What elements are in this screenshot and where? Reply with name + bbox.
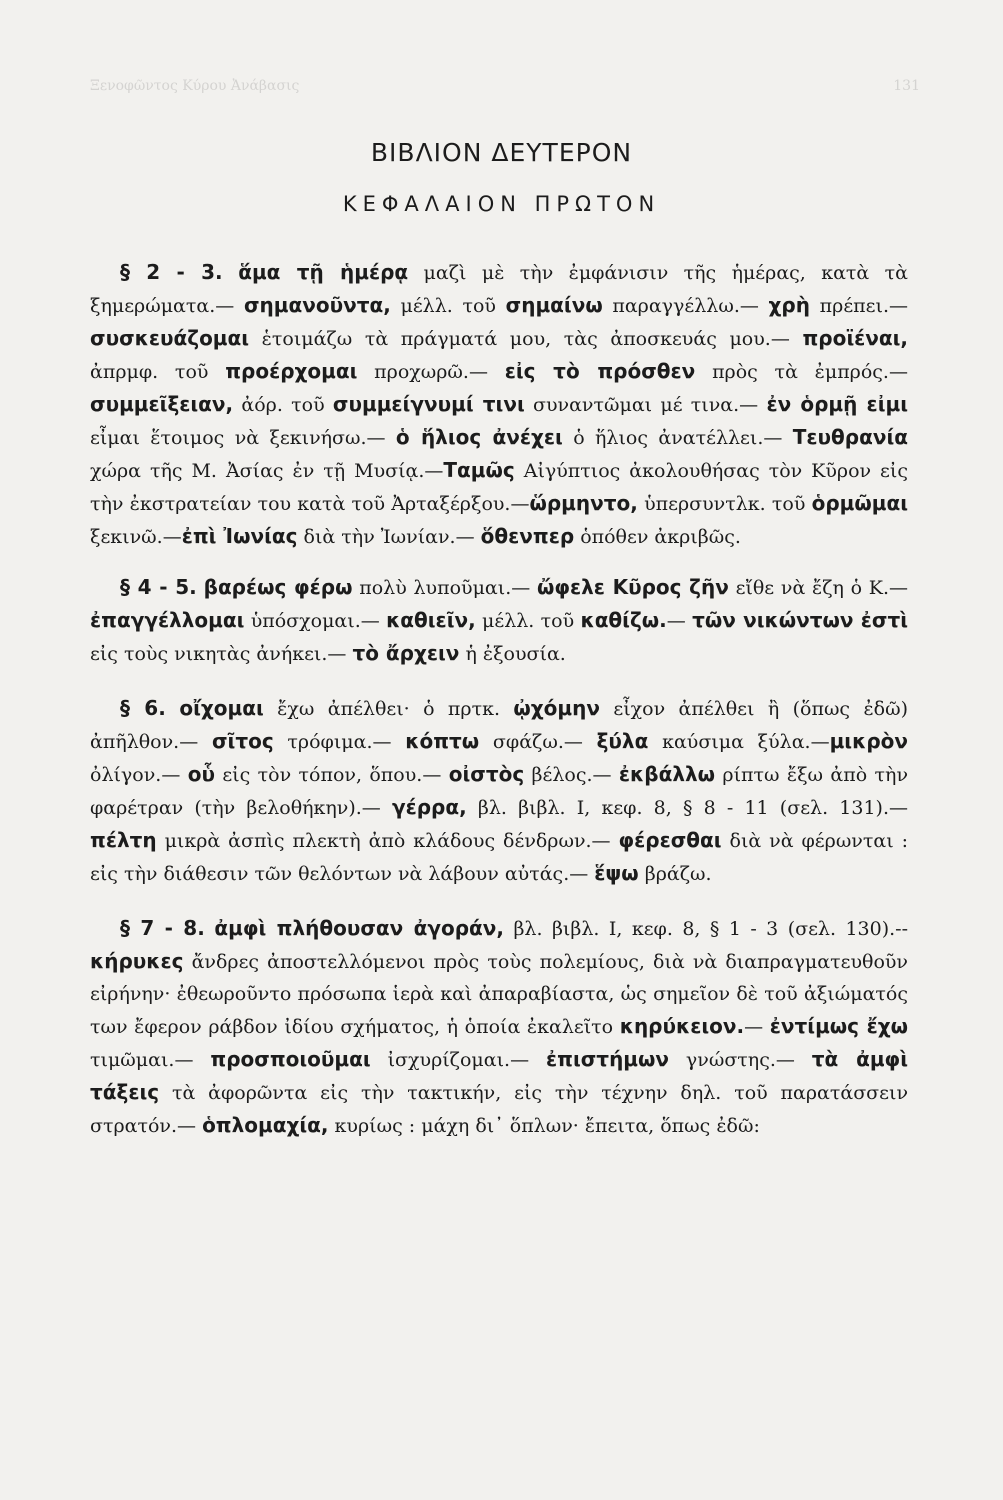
section-reference: § 6. bbox=[120, 696, 166, 720]
gloss-text: βέλος.— bbox=[524, 764, 619, 786]
lemma-term: ἐν ὁρμῇ εἰμι bbox=[766, 392, 908, 416]
lemma-term: χρὴ bbox=[768, 293, 810, 317]
gloss-text: ἀόρ. τοῦ bbox=[233, 394, 333, 416]
gloss-text: βλ. βιβλ. Ι, κεφ. 8, § 8 - 11 (σελ. 131).— bbox=[466, 797, 908, 819]
lemma-term: συσκευάζομαι bbox=[90, 326, 250, 350]
lemma-term: οὗ bbox=[187, 762, 215, 786]
gloss-text: εἴθε νὰ ἔζη ὁ Κ.— bbox=[728, 577, 909, 599]
lemma-term: καθίζω. bbox=[580, 608, 667, 632]
commentary-paragraph bbox=[90, 571, 908, 670]
lemma-term: ὅθενπερ bbox=[480, 524, 575, 548]
lemma-term: ἕψω bbox=[594, 861, 639, 885]
gloss-text: πολὺ λυποῦμαι.— bbox=[352, 577, 537, 599]
gloss-text: διὰ νὰ φέρωνται : εἰς τὴν διάθεσιν τῶν θελόντων νὰ λάβουν αὐτάς.— bbox=[90, 830, 908, 885]
gloss-text: κυρίως : μάχη δι᾽ ὅπλων· ἔπειτα, ὅπως ἐδῶ: bbox=[328, 1115, 760, 1137]
gloss-text: καύσιμα ξύλα.— bbox=[648, 731, 830, 753]
gloss-text: τὰ ἀφορῶντα εἰς τὴν τακτικήν, εἰς τὴν τέχνην δηλ. τοῦ παρατάσσειν στρατόν.— bbox=[90, 1082, 908, 1137]
gloss-text: βλ. βιβλ. Ι, κεφ. 8, § 1 - 3 (σελ. 130).-- bbox=[504, 918, 908, 940]
commentary-paragraph bbox=[90, 256, 908, 553]
lemma-term: σημαίνω bbox=[505, 293, 603, 317]
gloss-text: ὁπόθεν ἀκριβῶς. bbox=[574, 526, 741, 548]
gloss-text: σφάζω.— bbox=[479, 731, 597, 753]
lemma-term: γέρρα, bbox=[391, 795, 467, 819]
lemma-term: τὸ ἄρχειν bbox=[352, 641, 460, 665]
gloss-text: μικρὰ ἀσπὶς πλεκτὴ ἀπὸ κλάδους δένδρων.— bbox=[156, 830, 619, 852]
bleed-through-page-number: 131 bbox=[893, 78, 920, 94]
lemma-term: ὥρμηντο, bbox=[529, 491, 638, 515]
lemma-term: ξύλα bbox=[596, 729, 649, 753]
commentary-paragraph bbox=[90, 912, 908, 1142]
gloss-text: εἰς τὸν τόπον, ὅπου.— bbox=[214, 764, 449, 786]
section-reference: § 4 - 5. bbox=[120, 575, 197, 599]
book-title: ΒΙΒΛΙΟΝ ΔΕΥΤΕΡΟΝ bbox=[370, 138, 633, 167]
gloss-text: εἰς τοὺς νικητὰς ἀνήκει.— bbox=[90, 643, 353, 665]
lemma-term: εἰς τὸ πρόσθεν bbox=[504, 359, 696, 383]
gloss-text: ἔχω ἀπέλθει· ὁ πρτκ. bbox=[263, 698, 514, 720]
gloss-text: πρέπει.— bbox=[810, 295, 908, 317]
lemma-term: μικρὸν bbox=[829, 729, 908, 753]
lemma-term: ἐπιστήμων bbox=[545, 1047, 670, 1071]
section-reference: § 2 - 3. bbox=[120, 260, 223, 284]
lemma-term: ὤφελε Κῦρος ζῆν bbox=[536, 575, 729, 599]
gloss-text: ὀλίγον.— bbox=[90, 764, 188, 786]
commentary-paragraph bbox=[90, 692, 908, 890]
gloss-text: χώρα τῆς Μ. Ἀσίας ἐν τῇ Μυσίᾳ.— bbox=[90, 460, 444, 482]
lemma-term: σῖτος bbox=[211, 729, 274, 753]
gloss-text: μέλλ. τοῦ bbox=[390, 295, 506, 317]
gloss-text: ἡ ἐξουσία. bbox=[459, 643, 566, 665]
lemma-term: ὁ ἥλιος ἀνέχει bbox=[395, 425, 563, 449]
lemma-term: τὰ ἀμφὶ τάξεις bbox=[90, 1047, 908, 1104]
lemma-term: ἐντίμως ἔχω bbox=[769, 1014, 908, 1038]
gloss-text: συναντῶμαι μέ τινα.— bbox=[524, 394, 767, 416]
gloss-text: εἶχον ἀπέλθει ἢ (ὅπως ἐδῶ) ἀπῆλθον.— bbox=[90, 698, 908, 753]
gloss-text: εἶμαι ἕτοιμος νὰ ξεκινήσω.— bbox=[90, 427, 396, 449]
lemma-term: ἐπαγγέλλομαι bbox=[90, 608, 245, 632]
gloss-text: βράζω. bbox=[638, 863, 712, 885]
lemma-term: βαρέως φέρω bbox=[203, 575, 353, 599]
bleed-through-header bbox=[90, 78, 920, 98]
gloss-text: Αἰγύπτιος ἀκολουθήσας τὸν Κῦρον εἰς τὴν ἐκστρατείαν του κατὰ τοῦ Ἀρταξέρξου.— bbox=[90, 460, 908, 515]
lemma-term: συμμείγνυμί τινι bbox=[332, 392, 525, 416]
lemma-term: Τευθρανία bbox=[792, 425, 908, 449]
gloss-text: τρόφιμα.— bbox=[273, 731, 406, 753]
lemma-term: ἀμφὶ πλήθουσαν ἀγοράν, bbox=[214, 916, 505, 940]
lemma-term: Ταμῶς bbox=[443, 458, 515, 482]
chapter-title: ΚΕΦΑΛΑΙΟΝ ΠΡΩΤΟΝ bbox=[342, 192, 661, 216]
lemma-term: ὁπλομαχία, bbox=[202, 1113, 329, 1137]
gloss-text: πρὸς τὰ ἐμπρός.— bbox=[695, 361, 908, 383]
lemma-term: ἅμα τῇ ἡμέρᾳ bbox=[238, 260, 409, 284]
gloss-text: μέλλ. τοῦ bbox=[475, 610, 581, 632]
gloss-text: — bbox=[666, 610, 693, 632]
lemma-term: φέρεσθαι bbox=[618, 828, 722, 852]
gloss-text: ὑπόσχομαι.— bbox=[244, 610, 387, 632]
gloss-text: μαζὶ μὲ τὴν ἐμφάνισιν τῆς ἡμέρας, κατὰ τὰ ξημερώματα.— bbox=[90, 262, 908, 317]
lemma-term: προσποιοῦμαι bbox=[210, 1047, 371, 1071]
lemma-term: σημανοῦντα, bbox=[243, 293, 391, 317]
lemma-term: κήρυκες bbox=[90, 949, 184, 973]
lemma-term: ἐπὶ Ἰωνίας bbox=[181, 524, 298, 548]
lemma-term: προϊέναι, bbox=[802, 326, 908, 350]
gloss-text: ὁ ἥλιος ἀνατέλλει.— bbox=[562, 427, 793, 449]
gloss-text: ἀπρμφ. τοῦ bbox=[90, 361, 226, 383]
gloss-text: διὰ τὴν Ἰωνίαν.— bbox=[297, 526, 481, 548]
lemma-term: ᾠχόμην bbox=[513, 696, 600, 720]
lemma-term: οἰστὸς bbox=[448, 762, 525, 786]
gloss-text: παραγγέλλω.— bbox=[602, 295, 769, 317]
lemma-term: ἐκβάλλω bbox=[618, 762, 716, 786]
section-reference: § 7 - 8. bbox=[120, 916, 205, 940]
gloss-text: γνώστης.— bbox=[669, 1049, 812, 1071]
lemma-term: τῶν νικώντων ἐστὶ bbox=[692, 608, 909, 632]
lemma-term: οἴχομαι bbox=[179, 696, 264, 720]
lemma-term: συμμεῖξειαν, bbox=[90, 392, 234, 416]
gloss-text: προχωρῶ.— bbox=[357, 361, 505, 383]
gloss-text: ἑτοιμάζω τὰ πράγματά μου, τὰς ἀποσκευάς μου.— bbox=[249, 328, 803, 350]
lemma-term: κόπτω bbox=[405, 729, 480, 753]
gloss-text: τιμῶμαι.— bbox=[90, 1049, 211, 1071]
gloss-text: ξεκινῶ.— bbox=[90, 526, 182, 548]
gloss-text: — bbox=[744, 1016, 770, 1038]
lemma-term: προέρχομαι bbox=[225, 359, 358, 383]
lemma-term: καθιεῖν, bbox=[386, 608, 476, 632]
lemma-term: ὁρμῶμαι bbox=[811, 491, 908, 515]
gloss-text: ρίπτω ἔξω ἀπὸ τὴν φαρέτραν (τὴν βελοθήκην).— bbox=[90, 764, 908, 819]
gloss-text: ἄνδρες ἀποστελλόμενοι πρὸς τοὺς πολεμίους, διὰ νὰ διαπραγματευθοῦν εἰρήνην· ἐθεωροῦντο πρόσωπα ἱερὰ καὶ ἀπαραβίαστα, ὡς σημεῖον δὲ τοῦ ἀξιώματός των ἔφερον ράβδον ἰδίου σχήματος, ἡ ὁποία ἐκαλεῖτο bbox=[90, 951, 908, 1038]
bleed-through-running-title: Ξενοφῶντος Κύρου Ἀνάβασις bbox=[90, 78, 300, 94]
lemma-term: κηρύκειον. bbox=[619, 1014, 745, 1038]
lemma-term: πέλτη bbox=[90, 828, 157, 852]
gloss-text: ὑπερσυντλκ. τοῦ bbox=[637, 493, 812, 515]
gloss-text: ἰσχυρίζομαι.— bbox=[370, 1049, 546, 1071]
commentary-body bbox=[90, 256, 908, 1164]
